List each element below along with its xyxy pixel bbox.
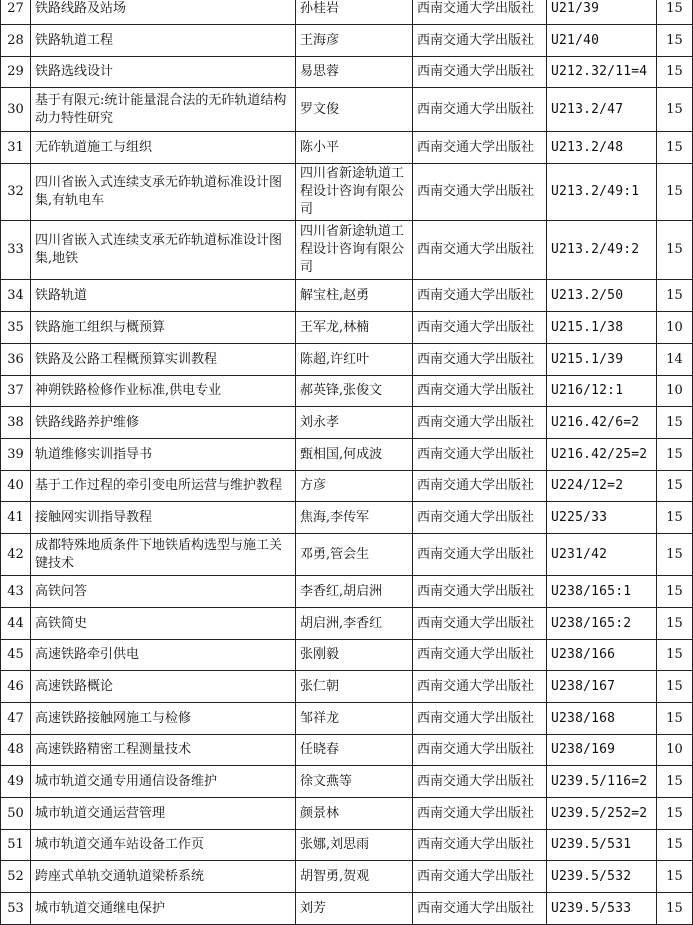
call-number: U216/12:1	[547, 376, 657, 407]
copy-count: 15	[657, 671, 693, 703]
table-row	[1, 576, 693, 608]
table-row	[1, 132, 693, 164]
book-publisher: 西南交通大学出版社	[413, 861, 547, 893]
book-title: 铁路轨道工程	[31, 25, 296, 57]
book-publisher: 西南交通大学出版社	[413, 221, 547, 280]
row-number: 36	[1, 344, 31, 376]
book-publisher: 西南交通大学出版社	[413, 344, 547, 376]
book-title: 城市轨道交通车站设备工作页	[31, 830, 296, 861]
book-author: 方彦	[296, 471, 413, 502]
book-title: 高铁问答	[31, 576, 296, 608]
row-number: 46	[1, 671, 31, 703]
table-row	[1, 893, 693, 925]
book-title: 铁路施工组织与概预算	[31, 312, 296, 344]
call-number: U21/39	[547, 0, 657, 25]
table-row	[1, 407, 693, 439]
call-number: U238/169	[547, 735, 657, 766]
copy-count: 15	[657, 576, 693, 608]
book-title: 四川省嵌入式连续支承无砟轨道标准设计图集,有轨电车	[31, 164, 296, 221]
table-row	[1, 376, 693, 407]
book-publisher: 西南交通大学出版社	[413, 57, 547, 88]
book-publisher: 西南交通大学出版社	[413, 132, 547, 164]
call-number: U238/165:2	[547, 608, 657, 640]
book-author: 徐文燕等	[296, 766, 413, 798]
row-number: 40	[1, 471, 31, 502]
book-title: 铁路线路及站场	[31, 0, 296, 25]
row-number: 34	[1, 280, 31, 312]
book-title: 铁路线路养护维修	[31, 407, 296, 439]
copy-count: 15	[657, 640, 693, 671]
book-author: 刘永孝	[296, 407, 413, 439]
book-table-body	[1, 0, 693, 925]
book-publisher: 西南交通大学出版社	[413, 640, 547, 671]
book-author: 陈超,许红叶	[296, 344, 413, 376]
copy-count: 15	[657, 280, 693, 312]
copy-count: 15	[657, 861, 693, 893]
copy-count: 15	[657, 766, 693, 798]
book-publisher: 西南交通大学出版社	[413, 735, 547, 766]
book-publisher: 西南交通大学出版社	[413, 534, 547, 576]
row-number: 42	[1, 534, 31, 576]
book-publisher: 西南交通大学出版社	[413, 671, 547, 703]
book-author: 焦海,李传军	[296, 502, 413, 534]
book-publisher: 西南交通大学出版社	[413, 164, 547, 221]
call-number: U215.1/38	[547, 312, 657, 344]
book-author: 罗文俊	[296, 88, 413, 132]
table-row	[1, 280, 693, 312]
book-title: 铁路及公路工程概预算实训教程	[31, 344, 296, 376]
book-publisher: 西南交通大学出版社	[413, 407, 547, 439]
book-author: 刘芳	[296, 893, 413, 925]
copy-count: 15	[657, 608, 693, 640]
copy-count: 15	[657, 534, 693, 576]
table-row	[1, 608, 693, 640]
copy-count: 14	[657, 344, 693, 376]
copy-count: 15	[657, 439, 693, 471]
book-title: 成都特殊地质条件下地铁盾构选型与施工关键技术	[31, 534, 296, 576]
call-number: U213.2/47	[547, 88, 657, 132]
book-title: 高铁简史	[31, 608, 296, 640]
book-author: 甄相国,何成波	[296, 439, 413, 471]
table-row	[1, 164, 693, 221]
book-author: 陈小平	[296, 132, 413, 164]
book-title: 铁路选线设计	[31, 57, 296, 88]
book-author: 孙桂岩	[296, 0, 413, 25]
copy-count: 15	[657, 0, 693, 25]
row-number: 28	[1, 25, 31, 57]
copy-count: 10	[657, 376, 693, 407]
copy-count: 15	[657, 57, 693, 88]
book-title: 轨道维修实训指导书	[31, 439, 296, 471]
copy-count: 15	[657, 893, 693, 925]
call-number: U239.5/533	[547, 893, 657, 925]
table-row	[1, 471, 693, 502]
table-row	[1, 861, 693, 893]
book-author: 邓勇,管会生	[296, 534, 413, 576]
table-row	[1, 640, 693, 671]
call-number: U238/166	[547, 640, 657, 671]
book-publisher: 西南交通大学出版社	[413, 893, 547, 925]
call-number: U224/12=2	[547, 471, 657, 502]
row-number: 44	[1, 608, 31, 640]
call-number: U231/42	[547, 534, 657, 576]
call-number: U213.2/48	[547, 132, 657, 164]
table-row	[1, 25, 693, 57]
book-title: 神朔铁路检修作业标准,供电专业	[31, 376, 296, 407]
table-row	[1, 798, 693, 830]
row-number: 27	[1, 0, 31, 25]
call-number: U213.2/49:2	[547, 221, 657, 280]
book-title: 城市轨道交通专用通信设备维护	[31, 766, 296, 798]
copy-count: 15	[657, 132, 693, 164]
row-number: 38	[1, 407, 31, 439]
book-author: 解宝柱,赵勇	[296, 280, 413, 312]
row-number: 43	[1, 576, 31, 608]
row-number: 48	[1, 735, 31, 766]
book-author: 张刚毅	[296, 640, 413, 671]
copy-count: 15	[657, 221, 693, 280]
book-publisher: 西南交通大学出版社	[413, 766, 547, 798]
book-publisher: 西南交通大学出版社	[413, 471, 547, 502]
row-number: 33	[1, 221, 31, 280]
book-author: 四川省新途轨道工程设计咨询有限公司	[296, 221, 413, 280]
call-number: U225/33	[547, 502, 657, 534]
book-title: 四川省嵌入式连续支承无砟轨道标准设计图集,地铁	[31, 221, 296, 280]
row-number: 49	[1, 766, 31, 798]
book-author: 邹祥龙	[296, 703, 413, 735]
book-author: 张仁朝	[296, 671, 413, 703]
call-number: U212.32/11=4	[547, 57, 657, 88]
book-publisher: 西南交通大学出版社	[413, 376, 547, 407]
copy-count: 10	[657, 312, 693, 344]
table-row	[1, 534, 693, 576]
book-title: 高速铁路接触网施工与检修	[31, 703, 296, 735]
row-number: 51	[1, 830, 31, 861]
book-publisher: 西南交通大学出版社	[413, 703, 547, 735]
row-number: 31	[1, 132, 31, 164]
book-publisher: 西南交通大学出版社	[413, 608, 547, 640]
book-title: 无砟轨道施工与组织	[31, 132, 296, 164]
row-number: 35	[1, 312, 31, 344]
table-row	[1, 502, 693, 534]
book-author: 任晓春	[296, 735, 413, 766]
row-number: 29	[1, 57, 31, 88]
call-number: U238/168	[547, 703, 657, 735]
book-author: 四川省新途轨道工程设计咨询有限公司	[296, 164, 413, 221]
copy-count: 15	[657, 25, 693, 57]
table-row	[1, 671, 693, 703]
table-row	[1, 0, 693, 25]
book-author: 郝英锋,张俊文	[296, 376, 413, 407]
call-number: U239.5/252=2	[547, 798, 657, 830]
table-row	[1, 221, 693, 280]
book-author: 颜景林	[296, 798, 413, 830]
book-title: 接触网实训指导教程	[31, 502, 296, 534]
book-title: 高速铁路精密工程测量技术	[31, 735, 296, 766]
book-publisher: 西南交通大学出版社	[413, 576, 547, 608]
row-number: 45	[1, 640, 31, 671]
row-number: 52	[1, 861, 31, 893]
call-number: U216.42/6=2	[547, 407, 657, 439]
table-row	[1, 766, 693, 798]
book-publisher: 西南交通大学出版社	[413, 830, 547, 861]
copy-count: 15	[657, 830, 693, 861]
table-row	[1, 312, 693, 344]
book-author: 张娜,刘思雨	[296, 830, 413, 861]
call-number: U239.5/531	[547, 830, 657, 861]
book-title: 基于工作过程的牵引变电所运营与维护教程	[31, 471, 296, 502]
row-number: 41	[1, 502, 31, 534]
book-author: 李香红,胡启洲	[296, 576, 413, 608]
copy-count: 15	[657, 471, 693, 502]
book-title: 高速铁路概论	[31, 671, 296, 703]
call-number: U239.5/532	[547, 861, 657, 893]
book-publisher: 西南交通大学出版社	[413, 312, 547, 344]
book-author: 胡启洲,李香红	[296, 608, 413, 640]
book-publisher: 西南交通大学出版社	[413, 280, 547, 312]
call-number: U21/40	[547, 25, 657, 57]
book-title: 跨座式单轨交通轨道梁桥系统	[31, 861, 296, 893]
copy-count: 15	[657, 407, 693, 439]
call-number: U216.42/25=2	[547, 439, 657, 471]
row-number: 53	[1, 893, 31, 925]
table-row	[1, 88, 693, 132]
row-number: 47	[1, 703, 31, 735]
row-number: 39	[1, 439, 31, 471]
row-number: 50	[1, 798, 31, 830]
book-title: 城市轨道交通继电保护	[31, 893, 296, 925]
table-row	[1, 830, 693, 861]
book-title: 铁路轨道	[31, 280, 296, 312]
copy-count: 15	[657, 88, 693, 132]
book-publisher: 西南交通大学出版社	[413, 88, 547, 132]
table-row	[1, 439, 693, 471]
book-publisher: 西南交通大学出版社	[413, 25, 547, 57]
copy-count: 10	[657, 735, 693, 766]
copy-count: 15	[657, 798, 693, 830]
table-row	[1, 344, 693, 376]
copy-count: 15	[657, 164, 693, 221]
row-number: 32	[1, 164, 31, 221]
row-number: 37	[1, 376, 31, 407]
call-number: U239.5/116=2	[547, 766, 657, 798]
book-title: 高速铁路牵引供电	[31, 640, 296, 671]
book-publisher: 西南交通大学出版社	[413, 502, 547, 534]
table-row	[1, 735, 693, 766]
table-row	[1, 57, 693, 88]
call-number: U213.2/49:1	[547, 164, 657, 221]
call-number: U215.1/39	[547, 344, 657, 376]
book-publisher: 西南交通大学出版社	[413, 439, 547, 471]
book-publisher: 西南交通大学出版社	[413, 0, 547, 25]
copy-count: 15	[657, 502, 693, 534]
book-author: 胡智勇,贺观	[296, 861, 413, 893]
call-number: U238/167	[547, 671, 657, 703]
book-title: 城市轨道交通运营管理	[31, 798, 296, 830]
call-number: U213.2/50	[547, 280, 657, 312]
book-author: 易思蓉	[296, 57, 413, 88]
book-author: 王军龙,林楠	[296, 312, 413, 344]
call-number: U238/165:1	[547, 576, 657, 608]
book-author: 王海彦	[296, 25, 413, 57]
row-number: 30	[1, 88, 31, 132]
book-title: 基于有限元:统计能量混合法的无砟轨道结构动力特性研究	[31, 88, 296, 132]
copy-count: 15	[657, 703, 693, 735]
book-publisher: 西南交通大学出版社	[413, 798, 547, 830]
table-row	[1, 703, 693, 735]
